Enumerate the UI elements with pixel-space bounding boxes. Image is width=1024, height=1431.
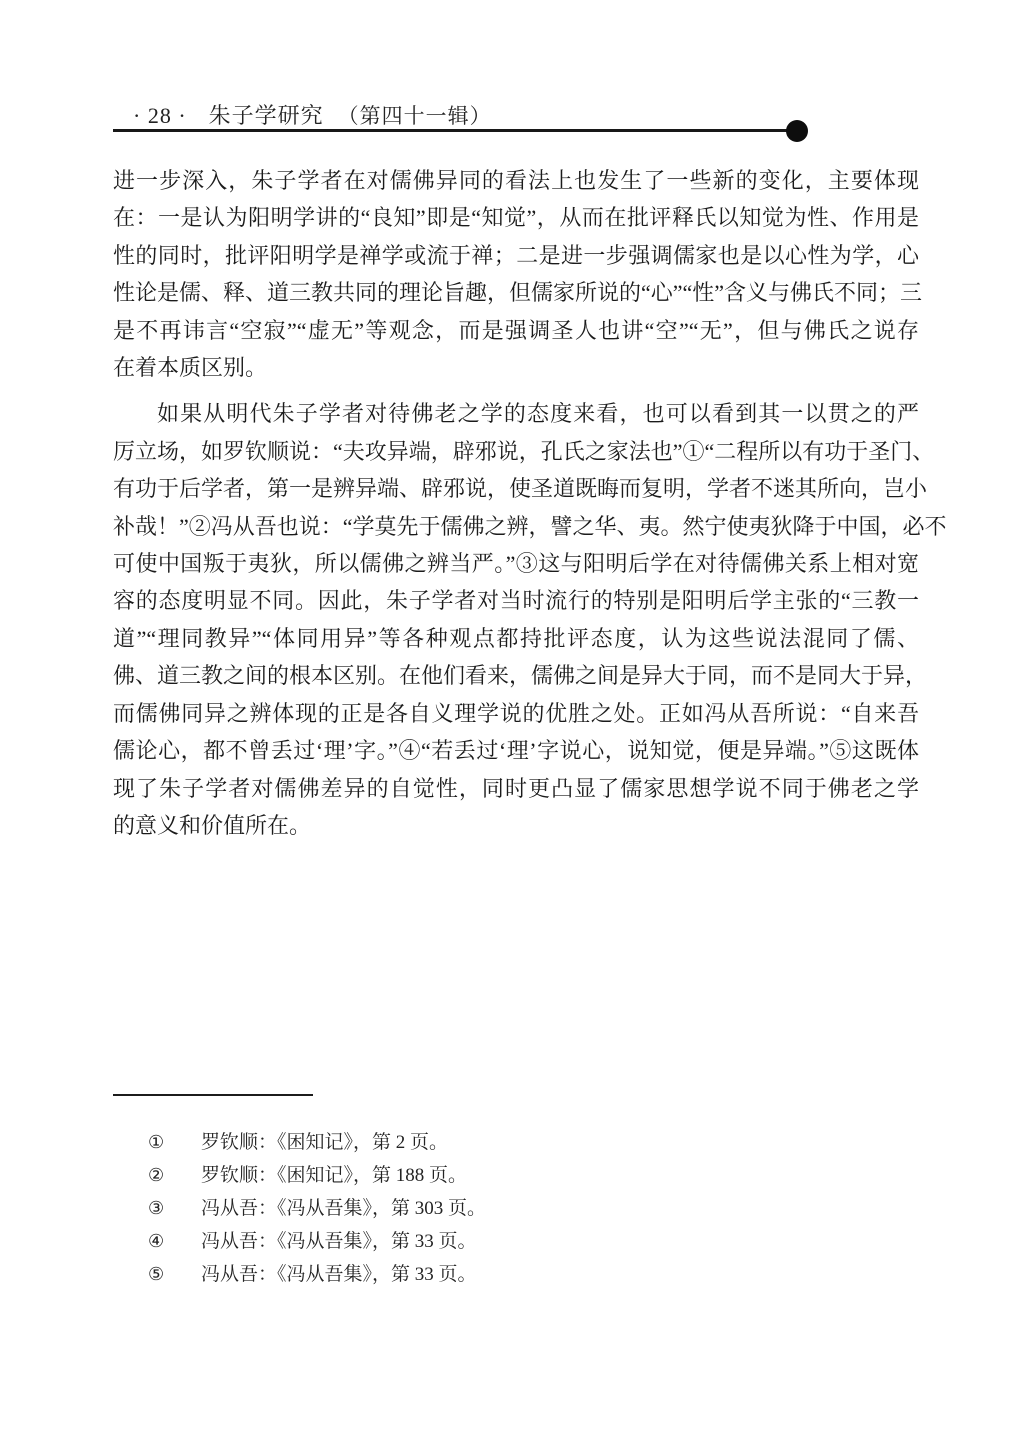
footnote-item [148, 1159, 848, 1192]
paragraph [113, 162, 923, 386]
footnote-text: 罗钦顺：《困知记》，第 2 页。 [201, 1132, 449, 1153]
footnote-marker: ② [148, 1165, 165, 1185]
book-title: 朱子学研究 [208, 103, 324, 128]
header-rule [113, 129, 789, 132]
text-line: 进一步深入，朱子学者在对儒佛异同的看法上也发生了一些新的变化，主要体现 [113, 168, 919, 193]
text-line: 补哉！”②冯从吾也说：“学莫先于儒佛之辨，譬之华、夷。然宁使夷狄降于中国，必不 [113, 513, 947, 539]
footnote-item [148, 1126, 848, 1159]
header-dot-ornament [786, 120, 808, 142]
running-head [133, 99, 492, 130]
text-line: 儒论心，都不曾丢过‘理’字。”④“若丢过‘理’字说心，说知觉，便是异端。”⑤这既体 [113, 738, 919, 764]
footnote-list [148, 1126, 848, 1291]
footnote-marker: ③ [148, 1198, 165, 1218]
text-line: 而儒佛同异之辨体现的正是各自义理学说的优胜之处。正如冯从吾所说：“自来吾 [113, 700, 919, 726]
footnote-marker: ⑤ [148, 1264, 165, 1284]
text-line: 性论是儒、释、道三教共同的理论旨趣，但儒家所说的“心”“性”含义与佛氏不同；三 [113, 280, 923, 306]
text-line: 厉立场，如罗钦顺说：“夫攻异端，辟邪说，孔氏之家法也”①“二程所以有功于圣门、 [113, 438, 935, 464]
footnote-item [148, 1192, 848, 1225]
text-line: 在着本质区别。 [113, 355, 268, 381]
text-line: 有功于后学者，第一是辨异端、辟邪说，使圣道既晦而复明，学者不迷其所向，岂小 [113, 476, 928, 502]
text-line: 佛、道三教之间的根本区别。在他们看来，儒佛之间是异大于同，而不是同大于异， [113, 663, 928, 689]
text-line: 是不再讳言“空寂”“虚无”等观念，而是强调圣人也讲“空”“无”，但与佛氏之说存 [113, 317, 919, 343]
text-line: 现了朱子学者对儒佛差异的自觉性，同时更凸显了儒家思想学说不同于佛老之学 [113, 775, 919, 801]
footnote-item [148, 1225, 848, 1258]
text-line: 道”“理同教异”“体同用异”等各种观点都持批评态度，认为这些说法混同了儒、 [113, 625, 919, 651]
volume-label: （第四十一辑） [337, 104, 492, 128]
text-line: 容的态度明显不同。因此，朱子学者对当时流行的特别是阳明后学主张的“三教一 [113, 588, 919, 614]
text-line: 性的同时，批评阳明学是禅学或流于禅；二是进一步强调儒家也是以心性为学，心 [113, 242, 919, 268]
text-line: 在：一是认为阳明学讲的“良知”即是“知觉”，从而在批评释氏以知觉为性、作用是 [113, 205, 919, 231]
body-text [113, 162, 947, 844]
text-line: 如果从明代朱子学者对待佛老之学的态度来看，也可以看到其一以贯之的严 [157, 401, 919, 427]
footnote-marker: ④ [148, 1231, 165, 1251]
footnote-text: 罗钦顺：《困知记》，第 188 页。 [201, 1165, 468, 1186]
footnote-separator [113, 1094, 313, 1096]
footnote-item [148, 1258, 848, 1291]
footnote-text: 冯从吾：《冯从吾集》，第 33 页。 [201, 1264, 477, 1285]
paragraph [113, 395, 947, 844]
text-line: 可使中国叛于夷狄，所以儒佛之辨当严。”③这与阳明后学在对待儒佛关系上相对宽 [113, 551, 919, 577]
footnote-marker: ① [148, 1132, 165, 1152]
footnote-text: 冯从吾：《冯从吾集》，第 33 页。 [201, 1231, 477, 1252]
footnote-text: 冯从吾：《冯从吾集》，第 303 页。 [201, 1198, 487, 1219]
text-line: 的意义和价值所在。 [113, 812, 312, 838]
page-number: · 28 · [133, 103, 187, 128]
